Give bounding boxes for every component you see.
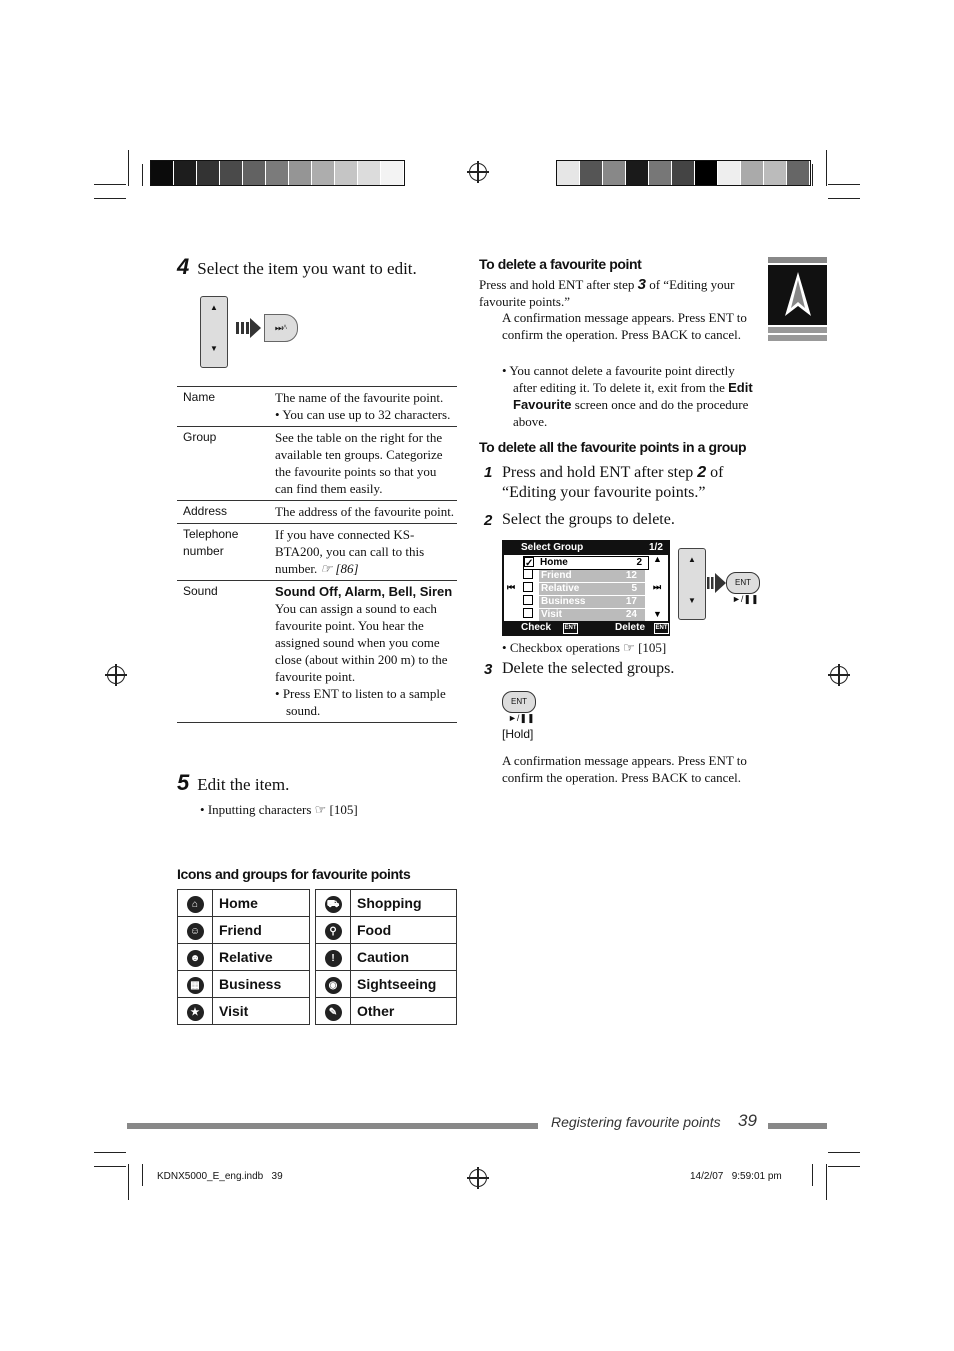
next-track-icon: ⏭ (653, 582, 662, 592)
step-1-number: 1 (484, 464, 493, 481)
checkbox-checked-icon[interactable]: ✓ (525, 558, 534, 569)
checkbox-icon[interactable] (523, 608, 533, 618)
ent-key-icon: ENT (563, 623, 578, 634)
property-desc: If you have connected KS-BTA200, you can call to this number. (275, 527, 425, 576)
step-5-title: Edit the item. (197, 775, 290, 794)
property-key: Telephone number (177, 524, 275, 581)
checkbox-icon[interactable] (523, 595, 533, 605)
navigation-arrow-icon (783, 270, 813, 320)
group-row-name: Friend (541, 570, 572, 581)
remote-scroll-control: ▲ ▼ (200, 296, 228, 368)
property-key: Group (177, 427, 275, 501)
group-name: Caution (351, 944, 457, 971)
delete-point-text: Press and hold ENT after step (479, 277, 635, 292)
item-properties-table (177, 386, 457, 723)
screen-page: 1/2 (649, 542, 663, 553)
food-icon: ⚲ (325, 923, 342, 940)
property-desc: See the table on the right for the available ten groups. Categorize the favourite points so that you can find them easily. (275, 427, 457, 501)
select-group-screen (502, 540, 670, 636)
group-row-name: Business (541, 596, 586, 607)
group-name: Visit (213, 998, 310, 1025)
group-row-count: 2 (636, 557, 642, 568)
table-row (316, 971, 457, 998)
group-row-name: Home (540, 557, 568, 568)
side-tab (768, 257, 827, 349)
print-timestamp: 14/2/07 9:59:01 pm (690, 1171, 782, 1182)
property-bullet: Press ENT to listen to a sample sound. (282, 686, 446, 718)
property-bullet: You can use up to 32 characters. (282, 407, 451, 422)
groups-heading: Icons and groups for favourite points (177, 866, 411, 882)
table-row (316, 917, 457, 944)
list-item[interactable] (523, 595, 649, 607)
step-ref: 2 (697, 464, 707, 481)
hold-label: [Hold] (502, 727, 534, 741)
table-row (178, 917, 310, 944)
property-desc: You can assign a sound to each favourite point. You hear the assigned sound when you come close (about within 200 m) to the favourite point. (275, 601, 448, 684)
shopping-icon: ⛟ (325, 896, 342, 913)
business-icon: ▦ (187, 977, 204, 994)
group-name: Sightseeing (351, 971, 457, 998)
prev-track-icon: ⏮ (507, 582, 516, 592)
remote-scroll-control: ▲ ▼ (678, 548, 706, 620)
property-desc: The address of the favourite point. (275, 501, 457, 524)
group-row-count: 12 (625, 570, 637, 581)
groups-table-right (315, 889, 457, 1025)
sightseeing-icon: ◉ (325, 977, 342, 994)
page-reference: ☞ [86] (320, 561, 359, 576)
groups-table-left (177, 889, 310, 1025)
ent-button-icon: ENT (726, 572, 760, 594)
footer-bar-left (127, 1123, 538, 1129)
group-row-count: 5 (631, 583, 637, 594)
step-1-text: Press and hold ENT after step (502, 464, 694, 481)
table-row: Sound Sound Off, Alarm, Bell, Siren You can assign a sound to each favourite point. You hear the assigned sound when you come close (about within 200 m) to the favourite point. • Press ENT to listen to a sample sound. (177, 581, 457, 723)
delete-point-text: of “Editing your favourite points.” (479, 277, 735, 309)
scroll-up-icon: ▲ (653, 554, 662, 564)
group-name: Food (351, 917, 457, 944)
step-3-number: 3 (484, 661, 493, 678)
play-pause-icon: ►/❚❚ (508, 713, 535, 723)
table-row (316, 944, 457, 971)
ent-key-icon: ENT (654, 623, 669, 634)
group-name: Friend (213, 917, 310, 944)
registration-mark-bottom (469, 1169, 487, 1187)
step-4-number: 4 (177, 254, 190, 279)
group-name: Relative (213, 944, 310, 971)
scroll-down-icon: ▼ (653, 609, 662, 619)
registration-mark-left (107, 666, 125, 684)
delete-point-heading: To delete a favourite point (479, 256, 642, 272)
group-row-count: 17 (625, 596, 637, 607)
page-number: 39 (738, 1111, 757, 1130)
property-desc: The name of the favourite point. (275, 390, 444, 405)
property-key: Address (177, 501, 275, 524)
play-pause-icon: ►/❚❚ (732, 594, 759, 604)
group-name: Home (213, 890, 310, 917)
checkbox-icon[interactable] (523, 569, 533, 579)
group-name: Business (213, 971, 310, 998)
color-bar-left (150, 160, 405, 186)
visit-icon: ★ (187, 1004, 204, 1021)
step-5-bullet: Inputting characters ☞ [105] (207, 802, 358, 817)
table-row (177, 501, 457, 524)
color-bar-right (556, 160, 811, 186)
relative-icon: ☻ (187, 950, 204, 967)
property-key: Name (177, 387, 275, 427)
delete-label: Delete (615, 622, 646, 633)
delete-group-heading: To delete all the favourite points in a group (479, 439, 747, 455)
check-label: Check (521, 622, 552, 633)
table-row (178, 944, 310, 971)
table-row (178, 998, 310, 1025)
other-icon: ✎ (325, 1004, 342, 1021)
table-row (316, 998, 457, 1025)
step-1-text: of “Editing your favourite points.” (502, 464, 724, 501)
table-row (316, 890, 457, 917)
file-name: KDNX5000_E_eng.indb 39 (157, 1171, 283, 1182)
skip-button-icon: ⏭^ (264, 314, 298, 342)
arrow-right-icon (707, 572, 727, 594)
sound-options: Sound Off, Alarm, Bell, Siren (275, 584, 453, 599)
group-row-name: Visit (541, 609, 562, 620)
delete-note: screen once and do the procedure above. (513, 397, 749, 429)
footer-bar-right (768, 1123, 827, 1129)
registration-mark-right (830, 666, 848, 684)
step-2-number: 2 (484, 512, 493, 529)
table-row (177, 427, 457, 501)
group-name: Other (351, 998, 457, 1025)
table-row (178, 971, 310, 998)
table-row: Name The name of the favourite point. • You can use up to 32 characters. (177, 387, 457, 427)
step-2-text: Select the groups to delete. (502, 511, 675, 528)
screen-title: Select Group (521, 542, 584, 553)
ent-button-icon: ENT (502, 691, 536, 713)
step-4-title: Select the item you want to edit. (197, 259, 417, 278)
checkbox-icon[interactable] (523, 582, 533, 592)
confirmation-text: A confirmation message appears. Press ENT to confirm the operation. Press BACK to cancel. (502, 753, 747, 785)
arrow-right-icon (236, 316, 262, 340)
table-row (178, 890, 310, 917)
step-3-text: Delete the selected groups. (502, 660, 675, 677)
edit-favourite-label: Edit Favourite (513, 380, 753, 412)
group-row-count: 24 (625, 609, 637, 620)
section-title: Registering favourite points (551, 1114, 721, 1130)
checkbox-operations-note: Checkbox operations ☞ [105] (509, 640, 667, 655)
step-ref: 3 (637, 276, 646, 293)
registration-mark-top (469, 163, 487, 181)
list-item[interactable] (523, 569, 649, 581)
list-item[interactable] (523, 608, 649, 620)
group-name: Shopping (351, 890, 457, 917)
group-row-name: Relative (541, 583, 580, 594)
caution-icon: ! (325, 950, 342, 967)
list-item[interactable] (523, 582, 649, 594)
property-key: Sound (177, 581, 275, 723)
table-row (177, 524, 457, 581)
friend-icon: ☺ (187, 923, 204, 940)
step-5-number: 5 (177, 770, 190, 795)
list-item[interactable] (523, 556, 649, 570)
home-icon: ⌂ (187, 896, 204, 913)
confirmation-text: A confirmation message appears. Press ENT to confirm the operation. Press BACK to cancel. (502, 310, 747, 342)
delete-note: You cannot delete a favourite point directly after editing it. To delete it, exit from the (509, 363, 735, 395)
